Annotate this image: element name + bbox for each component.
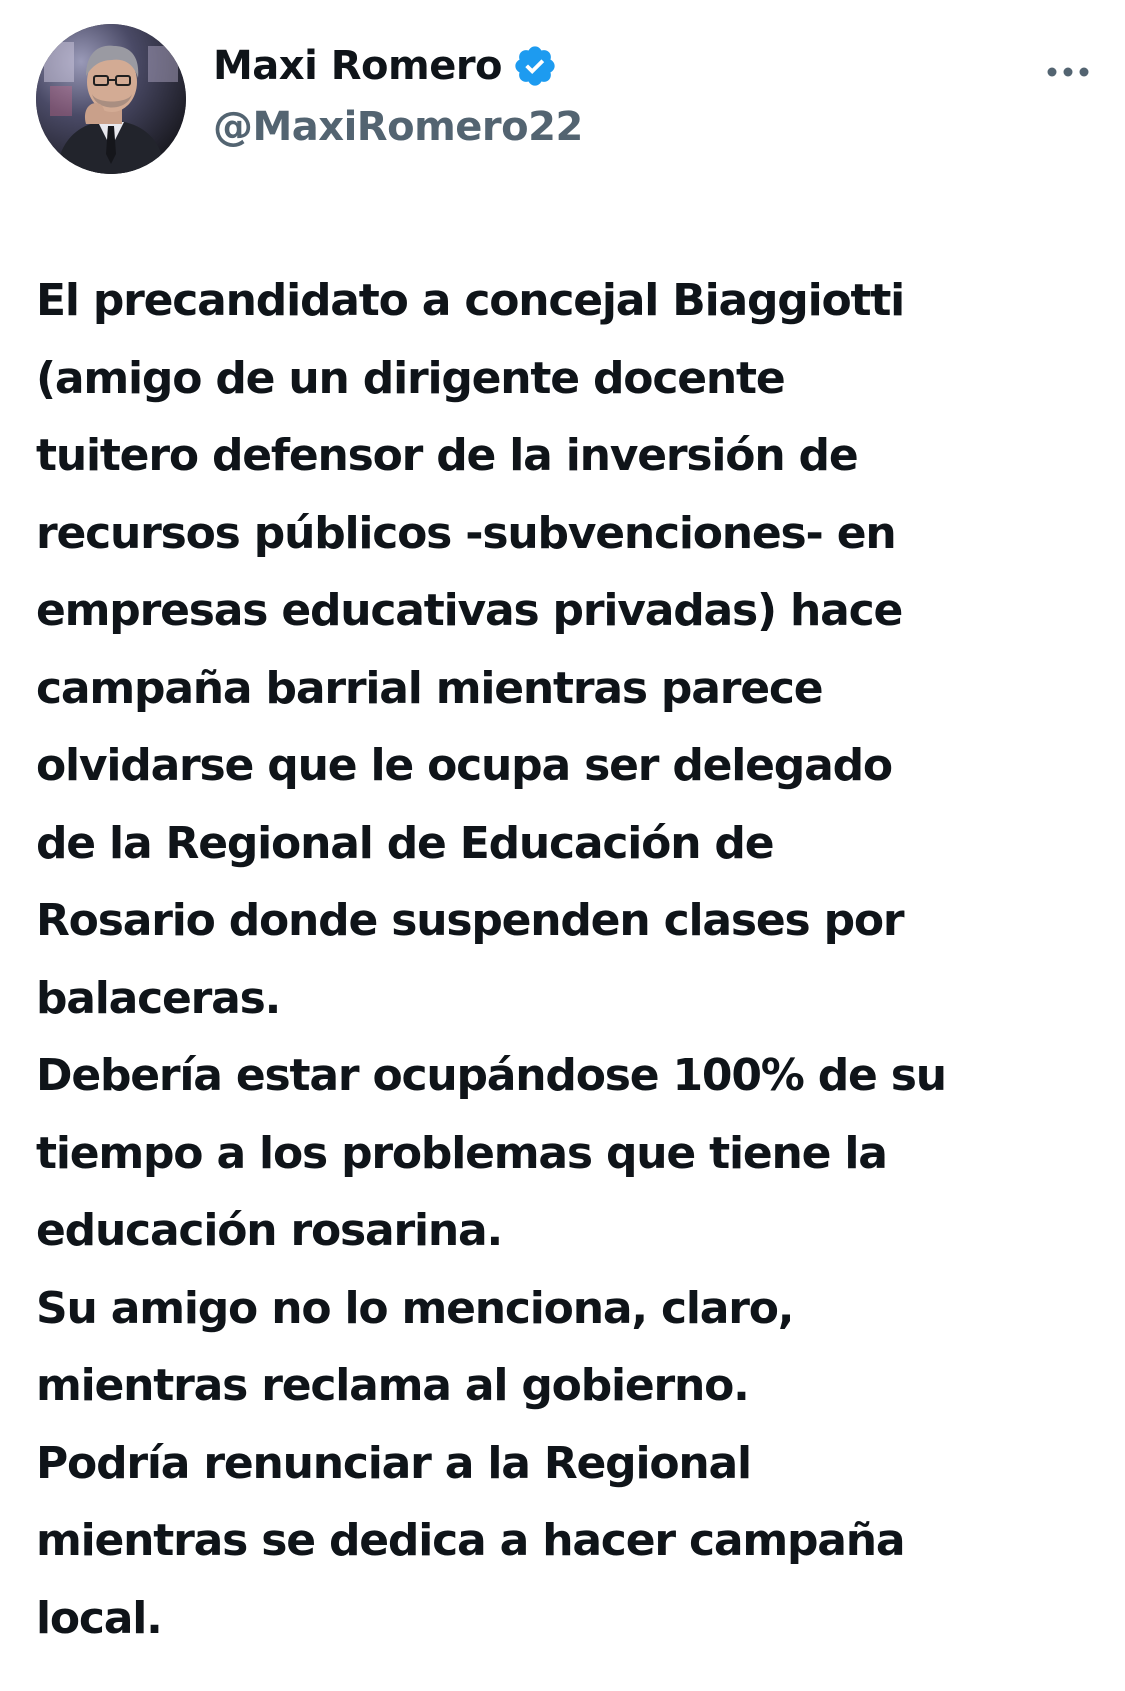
profile-photo — [36, 24, 186, 174]
verified-badge-icon[interactable] — [512, 43, 558, 89]
more-options-icon — [1046, 66, 1090, 78]
avatar[interactable] — [36, 24, 186, 174]
tweet-header — [36, 24, 1096, 174]
handle[interactable]: @MaxiRomero22 — [213, 104, 583, 150]
tweet-text: El precandidato a concejal Biaggiotti (amigo de un dirigente docente tuitero defensor de la inversión de recursos públicos -subvenciones- en empresas educativas privadas) hace campaña barrial mientras parece olvidarse que le ocupa ser delegado de la Regional de Educación de Rosario donde suspenden clases por balaceras. Debería estar ocupándose 100% de su tiempo a los problemas que tiene la educación rosarina. Su amigo no lo menciona, claro, mientras reclama al gobierno. Podría renunciar a la Regional mientras se dedica a hacer campaña local. — [36, 275, 946, 1644]
author-names — [213, 38, 583, 150]
display-name-row — [213, 38, 583, 94]
more-options-button[interactable] — [1040, 54, 1096, 90]
display-name[interactable]: Maxi Romero — [213, 43, 503, 89]
